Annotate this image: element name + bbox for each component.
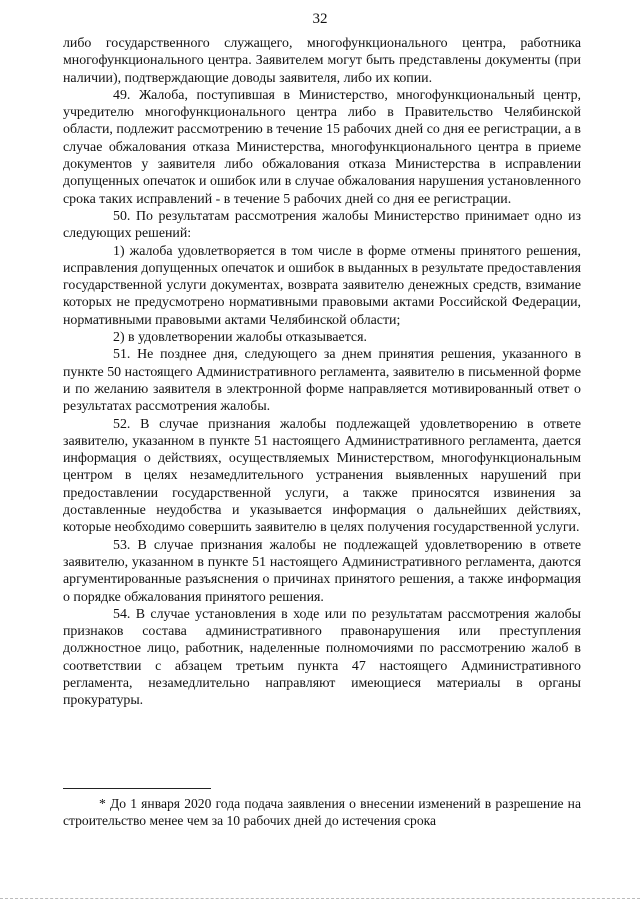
paragraph-53: 53. В случае признания жалобы не подлежащей удовлетворению в ответе заявителю, указанном в пункте 51 настоящего Административного регламента, даются аргументированные разъяснения о причинах принятого решения, а также информация о порядке обжалования принятого решения. [63, 537, 581, 605]
paragraph-49: 49. Жалоба, поступившая в Министерство, многофункциональный центр, учредителю многофункционального центра либо в Правительство Челябинской области, подлежит рассмотрению в течение 15 рабочих дней со дня ее регистрации, а в случае обжалования отказа Министерства, многофункционального центра в приеме документов у заявителя либо обжалования отказа Министерства в исправлении допущенных опечаток и ошибок или в случае обжалования нарушения установленного срока таких исправлений - в течение 5 рабочих дней со дня ее регистрации. [63, 87, 581, 207]
page-number: 32 [312, 11, 328, 27]
paragraph-54: 54. В случае установления в ходе или по результатам рассмотрения жалобы признаков состава административного правонарушения или преступления должностное лицо, работник, наделенные полномочиями по рассмотрению жалоб в соответствии с абзацем третьим пункта 47 настоящего Административного регламента, незамедлительно направляют имеющиеся материалы в органы прокуратуры. [63, 606, 581, 709]
document-body [63, 35, 581, 710]
paragraph-52: 52. В случае признания жалобы подлежащей удовлетворению в ответе заявителю, указанном в пункте 51 настоящего Административного регламента, дается информация о действиях, осуществляемых Министерством, многофункциональным центром в целях незамедлительного устранения выявленных нарушений при предоставлении государственной услуги, а также приносятся извинения за доставленные неудобства и указывается информация о дальнейших действиях, которые необходимо совершить заявителю в целях получения государственной услуги. [63, 416, 581, 536]
paragraph-50-item-1: 1) жалоба удовлетворяется в том числе в форме отмены принятого решения, исправления допущенных опечаток и ошибок в выданных в результате предоставления государственной услуги документах, возврата заявителю денежных средств, взимание которых не предусмотрено нормативными правовыми актами Российской Федерации, нормативными правовыми актами Челябинской области; [63, 243, 581, 328]
scan-edge-line [0, 898, 640, 899]
paragraph-50-item-2: 2) в удовлетворении жалобы отказывается. [113, 330, 367, 346]
footnote-text: * До 1 января 2020 года подача заявления о внесении изменений в разрешение на строительство менее чем за 10 рабочих дней до истечения срока [63, 796, 581, 829]
footnote-separator [63, 788, 211, 789]
footnote [63, 795, 581, 830]
paragraph-50: 50. По результатам рассмотрения жалобы Министерство принимает одно из следующих решений: [63, 208, 581, 242]
paragraph-continuation: либо государственного служащего, многофункционального центра, работника многофункционального центра. Заявителем могут быть представлены документы (при наличии), подтверждающие доводы заявителя, либо их копии. [63, 36, 581, 86]
paragraph-51: 51. Не позднее дня, следующего за днем принятия решения, указанного в пункте 50 настоящего Административного регламента, заявителю в письменной форме и по желанию заявителя в электронной форме направляется мотивированный ответ о результатах рассмотрения жалобы. [63, 347, 581, 415]
